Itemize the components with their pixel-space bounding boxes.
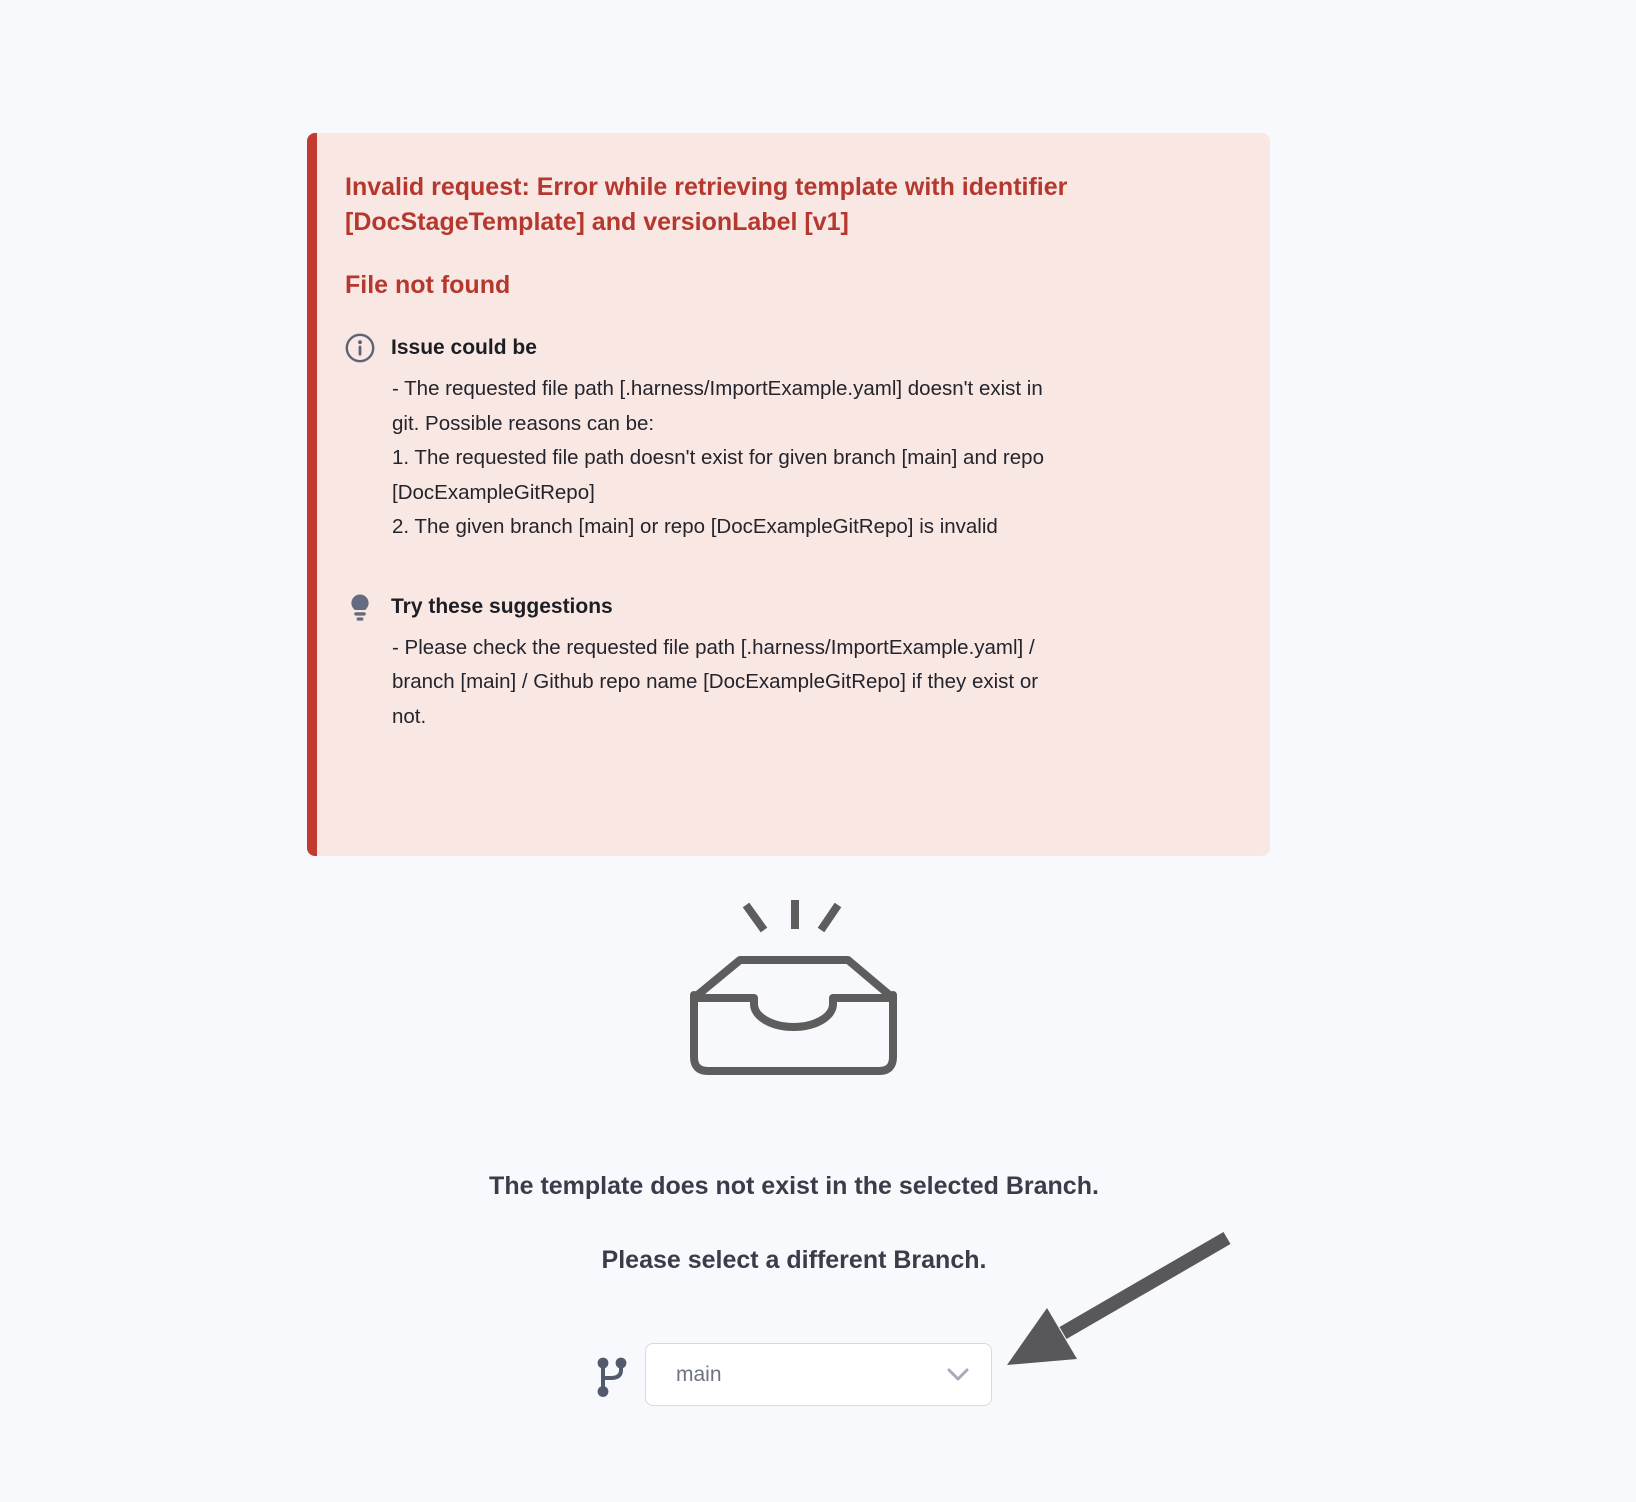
error-title: Invalid request: Error while retrieving template with identifier [DocStageTemplate] and versionLabel [v1] <box>345 173 1068 236</box>
issue-line: [DocExampleGitRepo] <box>392 480 595 504</box>
issue-line: git. Possible reasons can be: <box>392 411 655 435</box>
suggestions-details <box>392 631 1192 735</box>
empty-state-instruction: Please select a different Branch. <box>601 1246 987 1274</box>
suggestion-line: - Please check the requested file path [.harness/ImportExample.yaml] / <box>392 635 1035 659</box>
issue-details <box>392 372 1192 545</box>
info-icon <box>345 333 375 363</box>
lightbulb-icon <box>345 592 375 622</box>
empty-state-message: The template does not exist in the selected Branch. <box>489 1172 1099 1200</box>
git-branch-icon <box>596 1356 628 1403</box>
suggestion-line: not. <box>392 704 427 728</box>
suggestions-heading-row <box>345 592 1200 622</box>
error-banner <box>307 133 1270 856</box>
suggestions-heading: Try these suggestions <box>391 594 613 618</box>
issue-heading: Issue could be <box>391 336 537 359</box>
issue-line: 1. The requested file path doesn't exist for given branch [main] and repo <box>392 446 1044 469</box>
issue-line: 2. The given branch [main] or repo [DocExampleGitRepo] is invalid <box>392 515 998 538</box>
chevron-down-icon[interactable] <box>947 1368 969 1381</box>
suggestion-line: branch [main] / Github repo name [DocExampleGitRepo] if they exist or <box>392 670 1039 693</box>
pointer-arrow <box>995 1228 1235 1378</box>
error-subtitle: File not found <box>345 271 511 299</box>
branch-select-value: main <box>676 1363 722 1386</box>
empty-inbox-icon <box>690 895 897 1085</box>
issue-heading-row <box>345 333 1200 363</box>
branch-select[interactable] <box>645 1343 992 1406</box>
issue-line: - The requested file path [.harness/ImportExample.yaml] doesn't exist in <box>392 377 1043 400</box>
